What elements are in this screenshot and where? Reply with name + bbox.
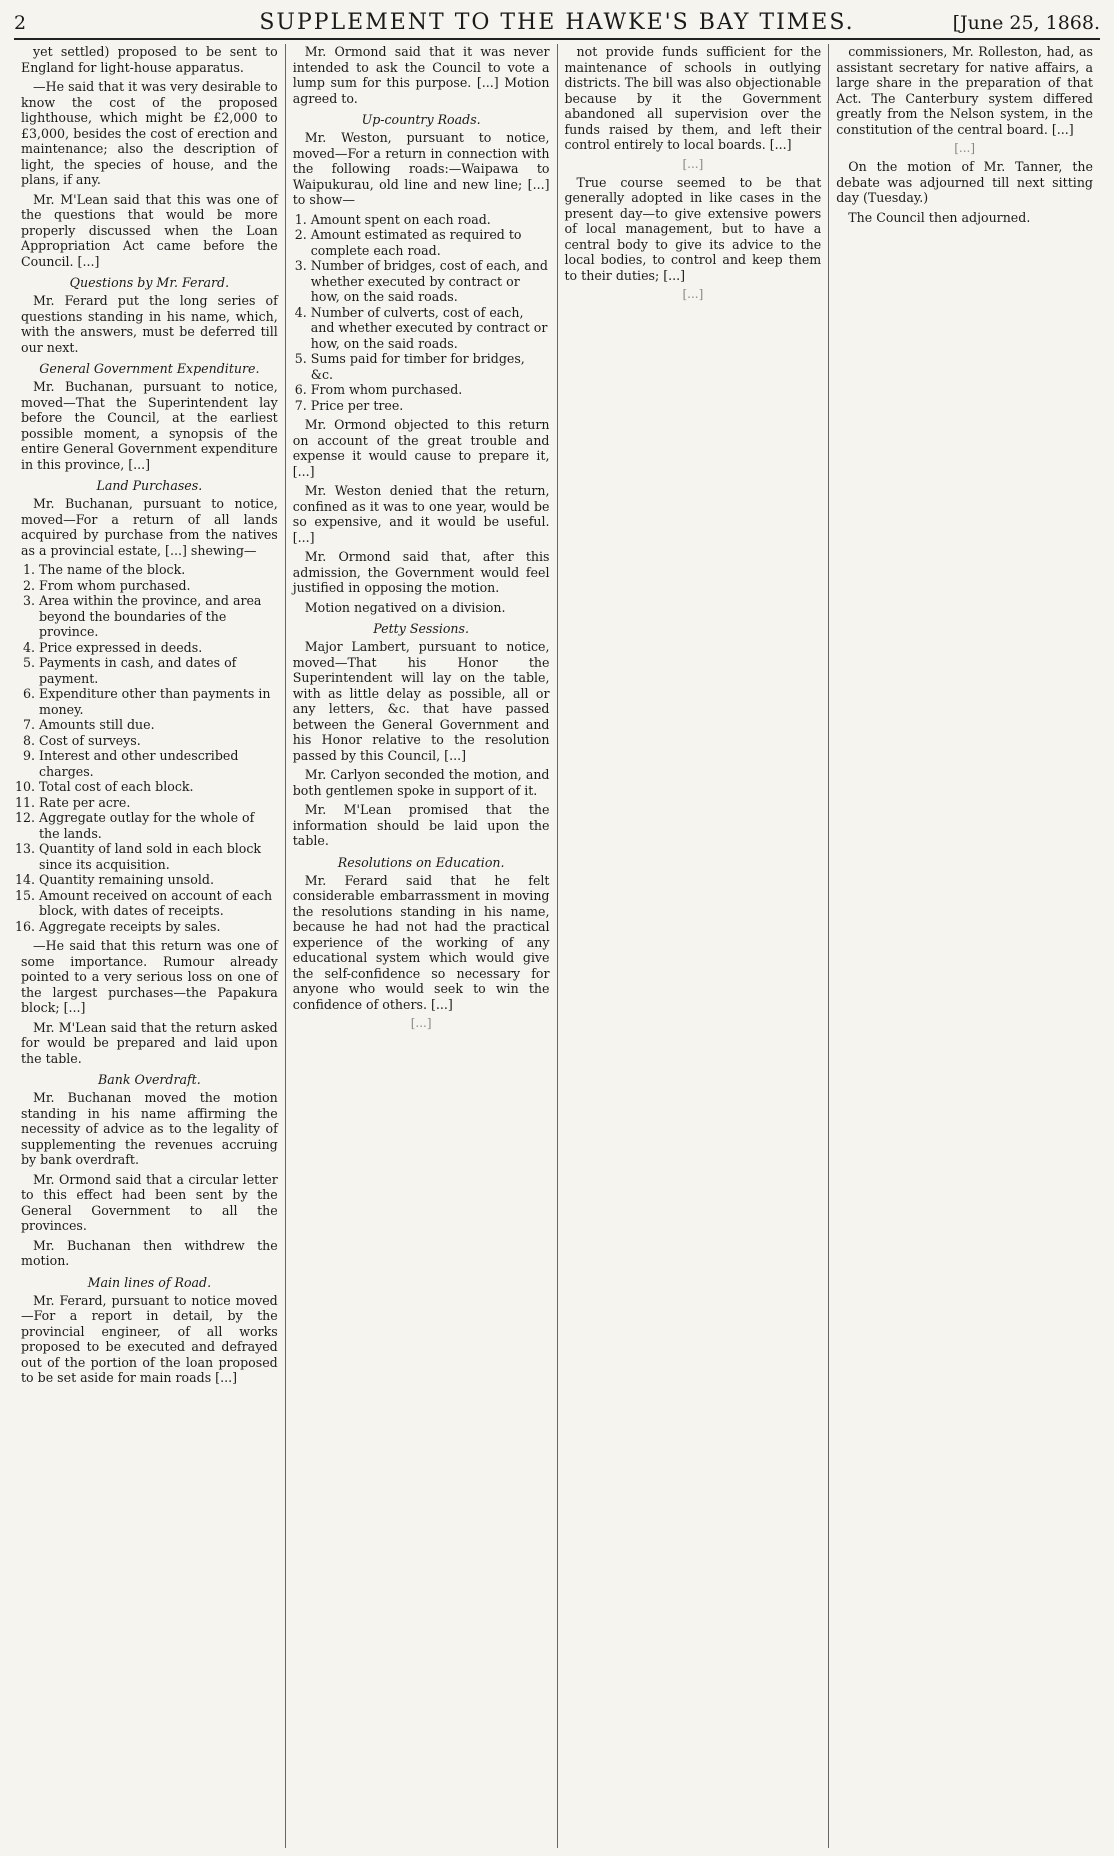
paragraph: Mr. Ormond said that, after this admission, the Government would feel justified in opposing the motion. xyxy=(292,549,550,595)
paragraph: Mr. M'Lean promised that the information should be laid upon the table. xyxy=(292,802,550,848)
section-heading: Petty Sessions. xyxy=(373,621,470,636)
paragraph: Mr. Buchanan, pursuant to notice, moved—For a return of all lands acquired by purchase from the natives as a provincial estate, [...] shewing— xyxy=(21,496,278,558)
paragraph: Motion negatived on a division. xyxy=(304,599,506,615)
masthead xyxy=(14,10,1100,36)
column-4 xyxy=(828,44,1100,1848)
paragraph: Mr. Ormond objected to this return on account of the great trouble and expense it would cause to prepare it, [...] xyxy=(292,417,550,479)
column-3 xyxy=(557,44,829,1848)
list-item: 11. Rate per acre. xyxy=(39,795,278,811)
paragraph: On the motion of Mr. Tanner, the debate was adjourned till next sitting day (Tuesday.) xyxy=(836,159,1093,205)
paragraph: Mr. Buchanan moved the motion standing in his name affirming the necessity of advice as to the legality of supplementing the revenues accruing by bank overdraft. xyxy=(21,1090,278,1167)
columns xyxy=(14,44,1100,1848)
list-item: 5. Sums paid for timber for bridges, &c. xyxy=(311,351,550,382)
paragraph: Mr. Buchanan, pursuant to notice, moved—That the Superintendent lay before the Council, at the earliest possible moment, a synopsis of the entire General Government expenditure in this province, [...] xyxy=(21,379,278,472)
list-item: 13. Quantity of land sold in each block since its acquisition. xyxy=(39,841,278,872)
paragraph: Mr. M'Lean said that the return asked for would be prepared and laid upon the table. xyxy=(21,1019,278,1066)
paragraph: Major Lambert, pursuant to notice, moved—That his Honor the Superintendent will lay on the table, with as little delay as possible, all or any letters, &c. that have passed between the General Government and his Honor relative to the resolution passed by this Council, [...] xyxy=(292,639,550,763)
list-item: 1. The name of the block. xyxy=(39,562,278,578)
paragraph: commissioners, Mr. Rolleston, had, as assistant secretary for native affairs, a large share in the preparation of that Act. The Canterbury system differed greatly from the Nelson system, in the constitution of the central board. [...] xyxy=(836,44,1093,137)
section-heading: Up-country Roads. xyxy=(361,112,481,127)
newspaper-title: SUPPLEMENT TO THE HAWKE'S BAY TIMES. xyxy=(259,10,855,35)
list-item: 12. Aggregate outlay for the whole of the lands. xyxy=(39,810,278,841)
omission-marker: [...] xyxy=(682,287,704,301)
section-heading: Resolutions on Education. xyxy=(337,854,505,870)
paragraph: Mr. Weston, pursuant to notice, moved—For a return in connection with the following roads:—Waipawa to Waipukurau, old line and new line; [...] to show— xyxy=(292,130,550,207)
list-item: 2. From whom purchased. xyxy=(39,578,278,594)
paragraph: Mr. Ormond said that a circular letter to this effect had been sent by the General Government to all the provinces. xyxy=(21,1171,278,1233)
list-item: 3. Area within the province, and area beyond the boundaries of the province. xyxy=(39,593,278,640)
list-item: 10. Total cost of each block. xyxy=(39,779,278,795)
section-heading: General Government Expenditure. xyxy=(39,361,260,376)
list-item: 6. Expenditure other than payments in money. xyxy=(39,686,278,717)
column-2 xyxy=(285,44,557,1848)
return-list xyxy=(21,562,278,934)
paragraph: —He said that it was very desirable to know the cost of the proposed lighthouse, which might be £2,000 to £3,000, besides the cost of erection and maintenance; also the description of light, the species of house, and the plans, if any. xyxy=(21,79,278,187)
paragraph: Mr. Carlyon seconded the motion, and both gentlemen spoke in support of it. xyxy=(292,767,550,798)
paragraph: The Council then adjourned. xyxy=(848,209,1031,225)
list-item: 16. Aggregate receipts by sales. xyxy=(39,919,278,935)
list-item: 14. Quantity remaining unsold. xyxy=(39,872,278,888)
paragraph: Mr. Ferard, pursuant to notice moved—For a report in detail, by the provincial engineer, of all works proposed to be executed and defrayed out of the portion of the loan proposed to be set aside for main roads [...] xyxy=(21,1292,278,1385)
list-item: 15. Amount received on account of each block, with dates of receipts. xyxy=(39,888,278,919)
section-heading: Land Purchases. xyxy=(96,478,203,493)
paragraph: True course seemed to be that generally adopted in like cases in the present day—to give extensive powers of local management, but to have a central body to give its advice to the local bodies, to control and keep them to their duties; [...] xyxy=(564,174,822,283)
list-item: 2. Amount estimated as required to complete each road. xyxy=(311,227,550,258)
header-rule xyxy=(14,38,1100,40)
section-heading: Bank Overdraft. xyxy=(98,1072,201,1087)
return-list xyxy=(293,212,550,414)
list-item: 1. Amount spent on each road. xyxy=(311,212,550,228)
paragraph: not provide funds sufficient for the maintenance of schools in outlying districts. The bill was also objectionable because by it the Government abandoned all supervision over the funds raised by them, and left their control entirely to local boards. [...] xyxy=(564,44,822,152)
paragraph: Mr. Ormond said that it was never intended to ask the Council to vote a lump sum for this purpose. [...] Motion agreed to. xyxy=(292,44,550,106)
list-item: 4. Number of culverts, cost of each, and whether executed by contract or how, on the said roads. xyxy=(311,305,550,352)
paragraph: yet settled) proposed to be sent to England for light-house apparatus. xyxy=(21,44,278,75)
paragraph: Mr. Buchanan then withdrew the motion. xyxy=(21,1237,278,1268)
list-item: 6. From whom purchased. xyxy=(311,382,550,398)
list-item: 5. Payments in cash, and dates of payment. xyxy=(39,655,278,686)
list-item: 7. Amounts still due. xyxy=(39,717,278,733)
omission-marker: [...] xyxy=(410,1016,432,1030)
paragraph: Mr. M'Lean said that this was one of the questions that would be more properly discussed when the Loan Appropriation Act came before the Council. [...] xyxy=(21,191,278,269)
list-item: 3. Number of bridges, cost of each, and whether executed by contract or how, on the said roads. xyxy=(311,258,550,305)
omission-marker: [...] xyxy=(954,141,976,155)
list-item: 9. Interest and other undescribed charges. xyxy=(39,748,278,779)
omission-marker: [...] xyxy=(682,156,704,171)
paragraph: —He said that this return was one of some importance. Rumour already pointed to a very serious loss on one of the largest purchases—the Papakura block; [...] xyxy=(21,938,278,1015)
list-item: 4. Price expressed in deeds. xyxy=(39,640,278,656)
page-number: 2 xyxy=(14,12,27,34)
list-item: 7. Price per tree. xyxy=(311,398,550,414)
section-heading: Questions by Mr. Ferard. xyxy=(69,275,230,290)
section-heading: Main lines of Road. xyxy=(87,1274,212,1290)
column-1 xyxy=(14,44,285,1848)
paragraph: Mr. Ferard put the long series of questions standing in his name, which, with the answers, must be deferred till our next. xyxy=(21,293,278,355)
issue-date: [June 25, 1868. xyxy=(952,12,1100,34)
paragraph: Mr. Weston denied that the return, confined as it was to one year, would be so expensive, and it would be useful. [...] xyxy=(292,483,550,545)
list-item: 8. Cost of surveys. xyxy=(39,733,278,749)
paragraph: Mr. Ferard said that he felt considerable embarrassment in moving the resolutions standing in his name, because he had not had the practical experience of the working of any educational system which would give the self-confidence so necessary for anyone who would seek to win the confidence of others. [...] xyxy=(292,872,550,1012)
